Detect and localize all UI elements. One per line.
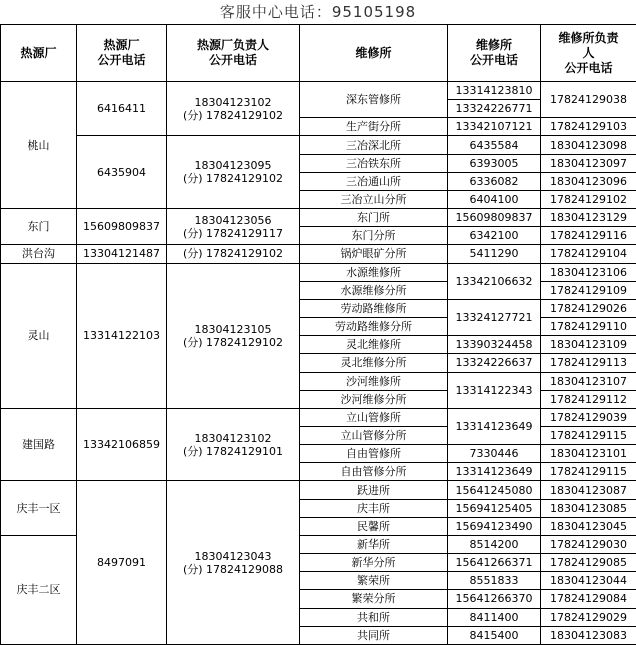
cell-station: 三冶铁东所 — [300, 154, 448, 172]
cell-station: 繁荣分所 — [300, 590, 448, 608]
cell-station: 劳动路维修分所 — [300, 318, 448, 336]
cell-station-manager: 17824129112 — [541, 390, 636, 408]
cell-station: 灵北维修分所 — [300, 354, 448, 372]
cell-station: 三冶立山分所 — [300, 190, 448, 208]
header-source-phone: 热源厂 公开电话 — [77, 25, 167, 82]
cell-station-manager: 18304123096 — [541, 172, 636, 190]
cell-station: 灵北维修所 — [300, 336, 448, 354]
cell-station-phone: 13342107121 — [448, 118, 541, 136]
cell-station-manager: 17824129029 — [541, 608, 636, 626]
cell-station-phone: 6435584 — [448, 136, 541, 154]
cell-source: 庆丰一区 — [1, 481, 77, 535]
cell-station: 生产街分所 — [300, 118, 448, 136]
cell-station-phone: 13324226637 — [448, 354, 541, 372]
cell-station: 共同所 — [300, 626, 448, 644]
cell-station: 水源维修所 — [300, 263, 448, 281]
cell-station-phone: 13314123810 — [448, 82, 541, 100]
cell-station-manager: 18304123101 — [541, 445, 636, 463]
cell-manager: 18304123105 (分) 17824129102 — [167, 263, 300, 408]
cell-station-phone: 15641266370 — [448, 590, 541, 608]
cell-station-phone: 13342106632 — [448, 263, 541, 299]
table-row — [1, 209, 636, 227]
cell-source: 建国路 — [1, 408, 77, 481]
cell-station-manager: 17824129026 — [541, 299, 636, 317]
cell-station-manager: 18304123045 — [541, 517, 636, 535]
cell-station: 共和所 — [300, 608, 448, 626]
cell-station-manager: 18304123107 — [541, 372, 636, 390]
header-station: 维修所 — [300, 25, 448, 82]
cell-station: 深东管修所 — [300, 82, 448, 118]
cell-station-manager: 17824129102 — [541, 190, 636, 208]
cell-source: 东门 — [1, 209, 77, 245]
cell-station: 立山管修所 — [300, 408, 448, 426]
cell-station: 新华所 — [300, 535, 448, 553]
cell-station: 水源维修分所 — [300, 281, 448, 299]
cell-source-phone: 13304121487 — [77, 245, 167, 263]
cell-station: 锅炉眼矿分所 — [300, 245, 448, 263]
header-manager-phone: 热源厂负责人 公开电话 — [167, 25, 300, 82]
cell-station-manager: 18304123106 — [541, 263, 636, 281]
cell-manager: 18304123102 (分) 17824129102 — [167, 82, 300, 136]
table-row — [1, 408, 636, 426]
cell-station-manager: 17824129115 — [541, 463, 636, 481]
cell-source-phone: 15609809837 — [77, 209, 167, 245]
cell-station-phone: 13314123649 — [448, 408, 541, 444]
cell-station-phone: 15694125405 — [448, 499, 541, 517]
cell-station-phone: 15641245080 — [448, 481, 541, 499]
cell-station-manager: 17824129039 — [541, 408, 636, 426]
table-row — [1, 263, 636, 281]
cell-station-manager: 18304123098 — [541, 136, 636, 154]
cell-station: 庆丰所 — [300, 499, 448, 517]
cell-station-phone: 15609809837 — [448, 209, 541, 227]
cell-station-phone: 6393005 — [448, 154, 541, 172]
cell-station-phone: 8415400 — [448, 626, 541, 644]
cell-station-manager: 17824129113 — [541, 354, 636, 372]
cell-station-phone: 6404100 — [448, 190, 541, 208]
cell-station: 三冶通山所 — [300, 172, 448, 190]
cell-station: 繁荣所 — [300, 572, 448, 590]
cell-station-phone: 13314122343 — [448, 372, 541, 408]
cell-station-phone: 8514200 — [448, 535, 541, 553]
header-source: 热源厂 — [1, 25, 77, 82]
cell-source: 桃山 — [1, 82, 77, 209]
cell-station-manager: 17824129030 — [541, 535, 636, 553]
cell-manager: 18304123095 (分) 17824129102 — [167, 136, 300, 209]
cell-source-phone: 13314122103 — [77, 263, 167, 408]
hotline-title: 客服中心电话：95105198 — [0, 0, 636, 24]
cell-station-phone: 6336082 — [448, 172, 541, 190]
cell-station-manager: 17824129038 — [541, 82, 636, 118]
cell-station: 劳动路维修所 — [300, 299, 448, 317]
cell-manager: 18304123043 (分) 17824129088 — [167, 481, 300, 644]
cell-source-phone: 6416411 — [77, 82, 167, 136]
cell-station-phone: 8411400 — [448, 608, 541, 626]
cell-manager: (分) 17824129102 — [167, 245, 300, 263]
cell-station-manager: 18304123129 — [541, 209, 636, 227]
cell-station-manager: 17824129084 — [541, 590, 636, 608]
cell-station-phone: 5411290 — [448, 245, 541, 263]
cell-station-phone: 15641266371 — [448, 554, 541, 572]
header-station-manager-phone: 维修所负责 人 公开电话 — [541, 25, 636, 82]
cell-station: 沙河维修所 — [300, 372, 448, 390]
cell-station-manager: 18304123097 — [541, 154, 636, 172]
cell-source: 灵山 — [1, 263, 77, 408]
cell-station-manager: 17824129110 — [541, 318, 636, 336]
contact-table — [0, 24, 636, 645]
cell-station: 自由管修所 — [300, 445, 448, 463]
cell-station: 自由管修分所 — [300, 463, 448, 481]
cell-station: 立山管修分所 — [300, 426, 448, 444]
cell-station: 三冶深北所 — [300, 136, 448, 154]
cell-station: 沙河维修分所 — [300, 390, 448, 408]
cell-station-manager: 18304123087 — [541, 481, 636, 499]
cell-station-manager: 17824129116 — [541, 227, 636, 245]
header-row — [1, 25, 636, 82]
cell-station-phone: 13390324458 — [448, 336, 541, 354]
cell-source-phone: 6435904 — [77, 136, 167, 209]
cell-station-phone: 8551833 — [448, 572, 541, 590]
cell-station-manager: 18304123085 — [541, 499, 636, 517]
cell-station-phone: 15694123490 — [448, 517, 541, 535]
cell-station-phone: 13324127721 — [448, 299, 541, 335]
cell-station-manager: 18304123044 — [541, 572, 636, 590]
cell-station-manager: 17824129103 — [541, 118, 636, 136]
table-row — [1, 245, 636, 263]
cell-station: 跃进所 — [300, 481, 448, 499]
cell-station: 东门分所 — [300, 227, 448, 245]
table-row — [1, 136, 636, 154]
cell-station-phone: 13324226771 — [448, 100, 541, 118]
cell-station-manager: 18304123083 — [541, 626, 636, 644]
header-station-phone: 维修所 公开电话 — [448, 25, 541, 82]
cell-station-manager: 17824129104 — [541, 245, 636, 263]
cell-manager: 18304123056 (分) 17824129117 — [167, 209, 300, 245]
table-row — [1, 82, 636, 100]
table-row — [1, 481, 636, 499]
cell-source-phone: 13342106859 — [77, 408, 167, 481]
cell-source-phone: 8497091 — [77, 481, 167, 644]
cell-station-manager: 17824129109 — [541, 281, 636, 299]
cell-station-manager: 17824129085 — [541, 554, 636, 572]
cell-station-manager: 18304123109 — [541, 336, 636, 354]
cell-station-phone: 13314123649 — [448, 463, 541, 481]
cell-station: 新华分所 — [300, 554, 448, 572]
cell-source: 庆丰二区 — [1, 535, 77, 644]
cell-station-phone: 6342100 — [448, 227, 541, 245]
cell-station-manager: 17824129115 — [541, 426, 636, 444]
cell-station: 民馨所 — [300, 517, 448, 535]
cell-station: 东门所 — [300, 209, 448, 227]
cell-source: 洪台沟 — [1, 245, 77, 263]
cell-station-phone: 7330446 — [448, 445, 541, 463]
cell-manager: 18304123102 (分) 17824129101 — [167, 408, 300, 481]
